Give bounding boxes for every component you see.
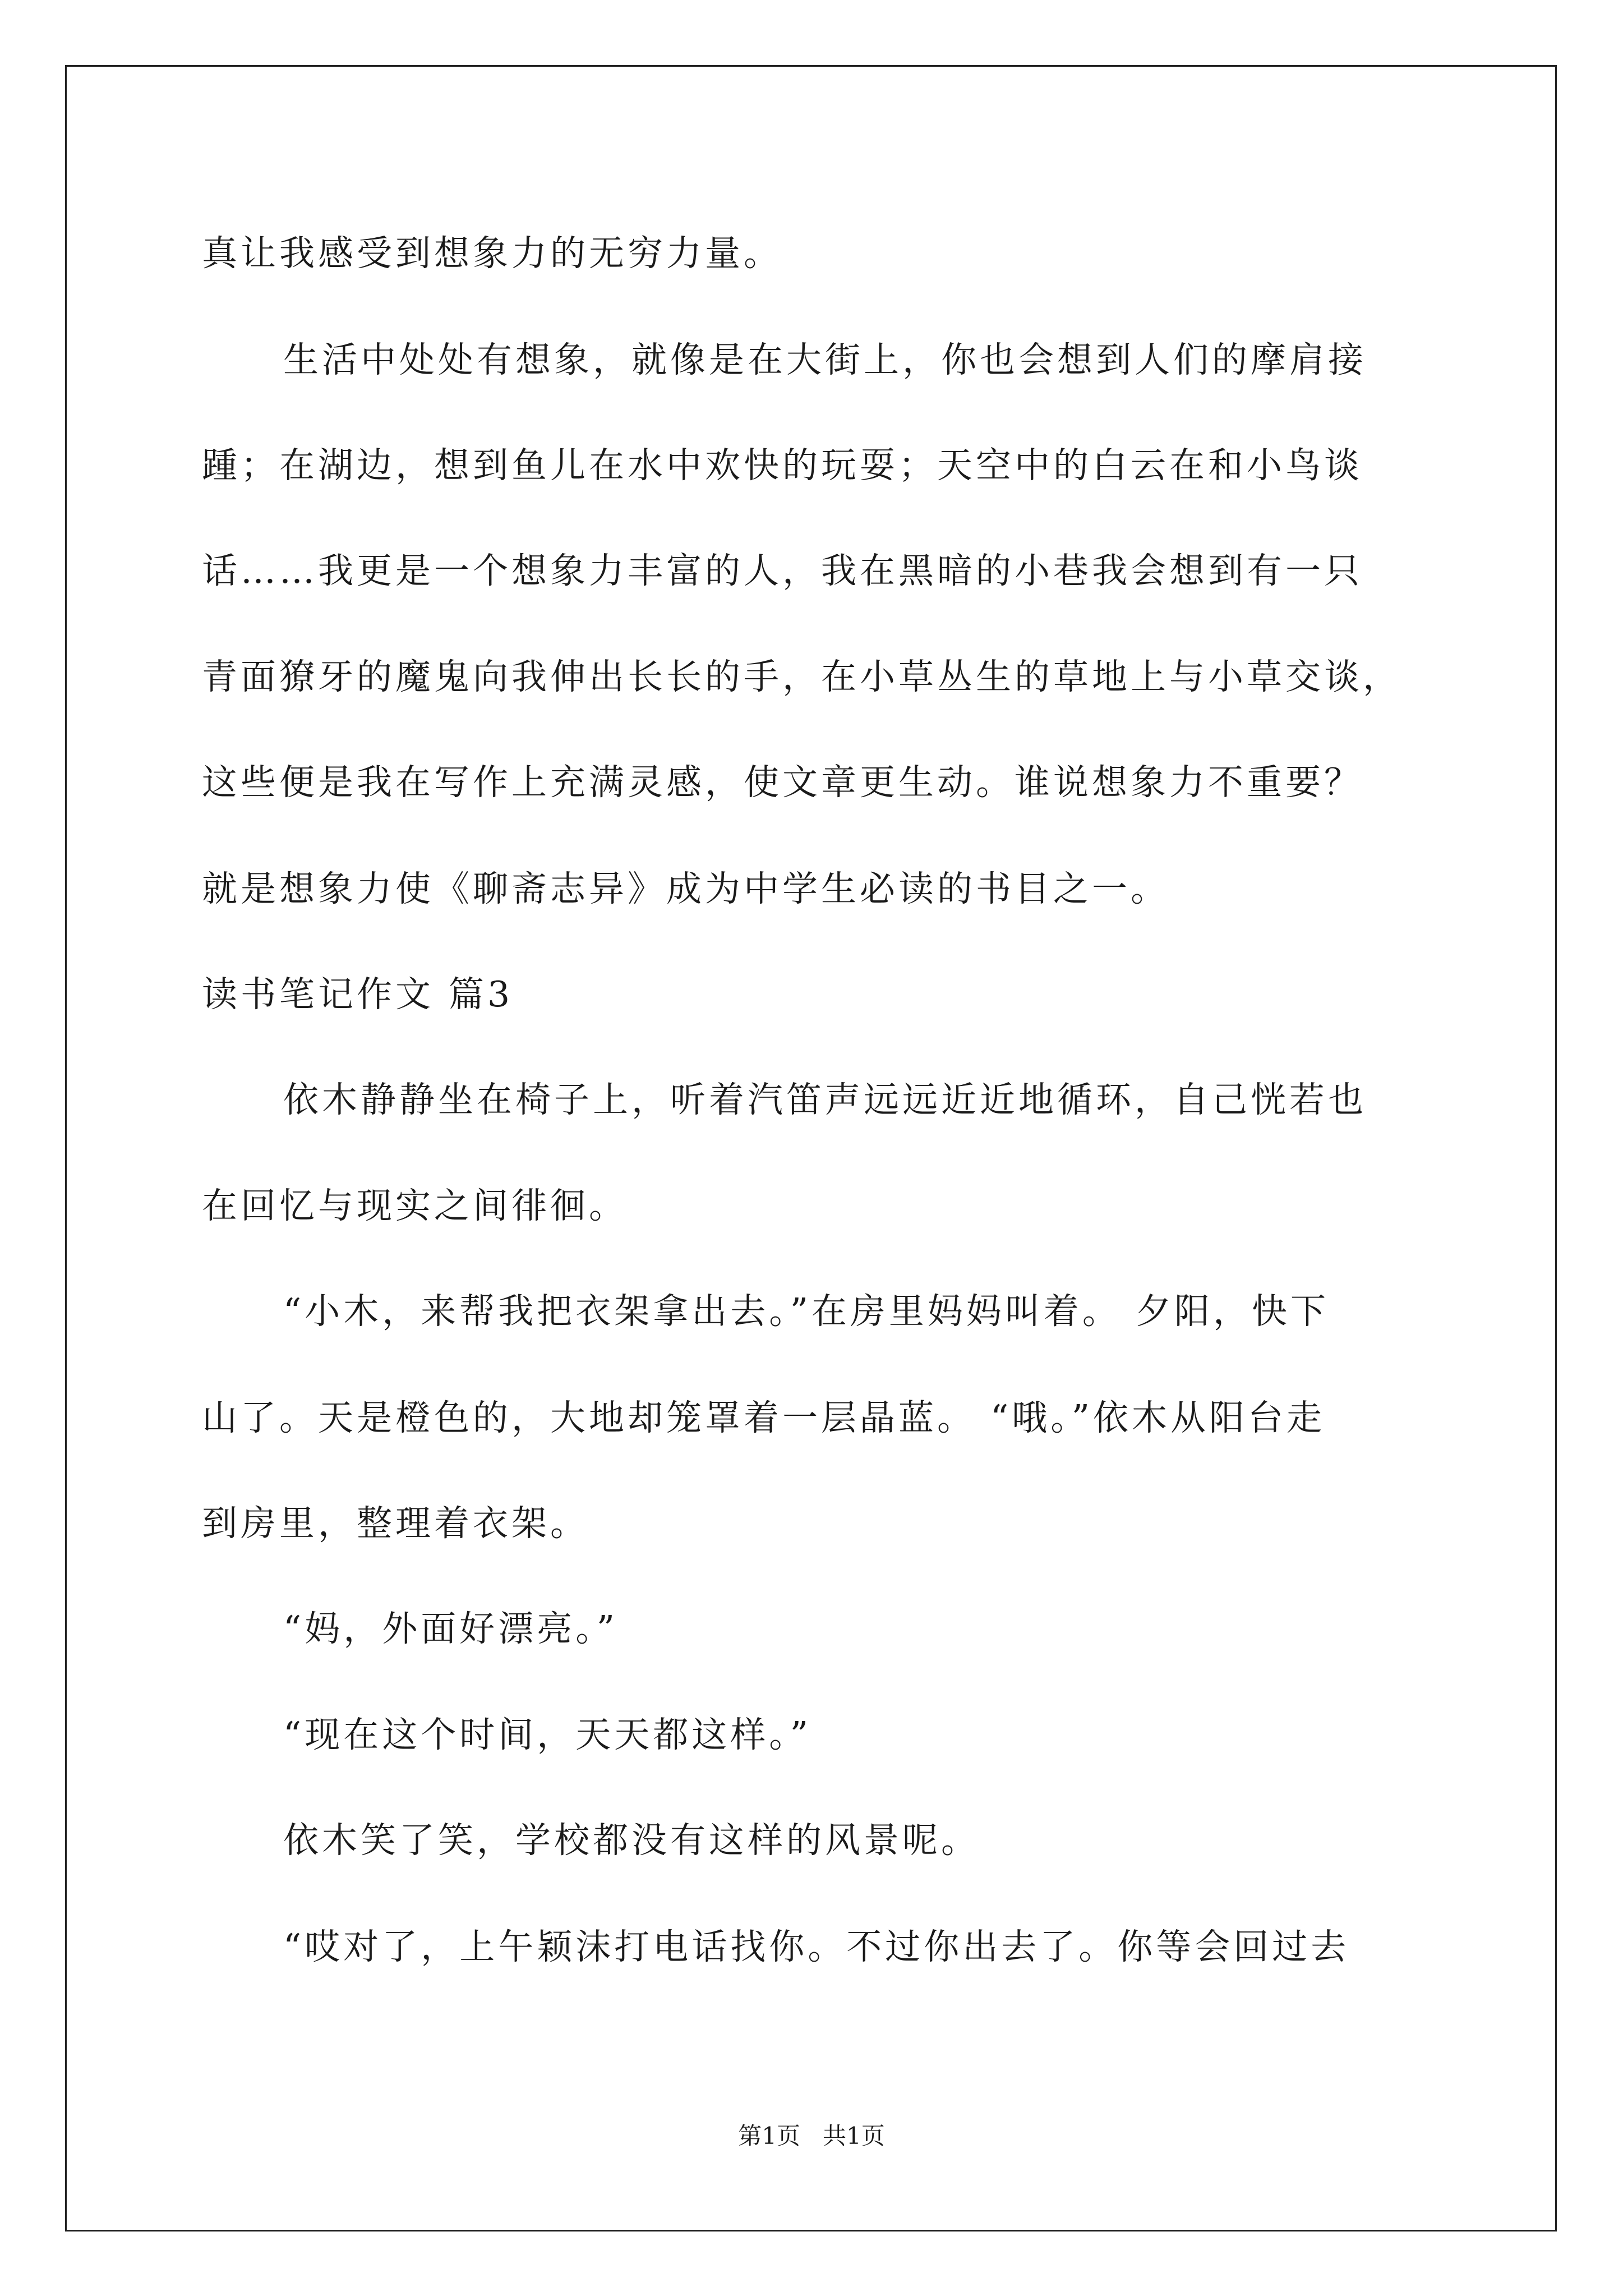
section-heading: 读书笔记作文 篇3 — [202, 974, 514, 1015]
text-line: 话……我更是一个想象力丰富的人，我在黑暗的小巷我会想到有一只 — [202, 550, 1363, 591]
text-line: 就是想象力使《聊斋志异》成为中学生必读的书目之一。 — [202, 868, 1169, 909]
text-line: 生活中处处有想象，就像是在大街上，你也会想到人们的摩肩接 — [283, 339, 1367, 380]
text-line: “哎对了，上午颖沫打电话找你。不过你出去了。你等会回过去 — [283, 1926, 1350, 1967]
text-line: 山了。天是橙色的，大地却笼罩着一层晶蓝。 “哦。”依木从阳台走 — [202, 1397, 1325, 1438]
text-line: 踵；在湖边，想到鱼儿在水中欢快的玩耍；天空中的白云在和小鸟谈 — [202, 445, 1363, 486]
text-line: 依木静静坐在椅子上，听着汽笛声远远近近地循环，自己恍若也 — [283, 1079, 1367, 1120]
text-line: 这些便是我在写作上充满灵感，使文章更生动。谁说想象力不重要？ — [202, 762, 1363, 803]
text-line: “妈，外面好漂亮。” — [283, 1608, 618, 1649]
page-border — [65, 65, 1557, 2231]
text-line: 在回忆与现实之间徘徊。 — [202, 1185, 628, 1226]
text-line: 依木笑了笑，学校都没有这样的风景呢。 — [283, 1820, 980, 1861]
text-line: “小木，来帮我把衣架拿出去。”在房里妈妈叫着。 夕阳，快下 — [283, 1291, 1329, 1332]
page-number: 第1页 共1页 — [738, 2122, 885, 2150]
text-line: 到房里，整理着衣架。 — [202, 1503, 589, 1544]
text-line: “现在这个时间，天天都这样。” — [283, 1714, 811, 1755]
text-line: 真让我感受到想象力的无穷力量。 — [202, 233, 782, 274]
text-line: 青面獠牙的魔鬼向我伸出长长的手，在小草丛生的草地上与小草交谈， — [202, 656, 1401, 697]
